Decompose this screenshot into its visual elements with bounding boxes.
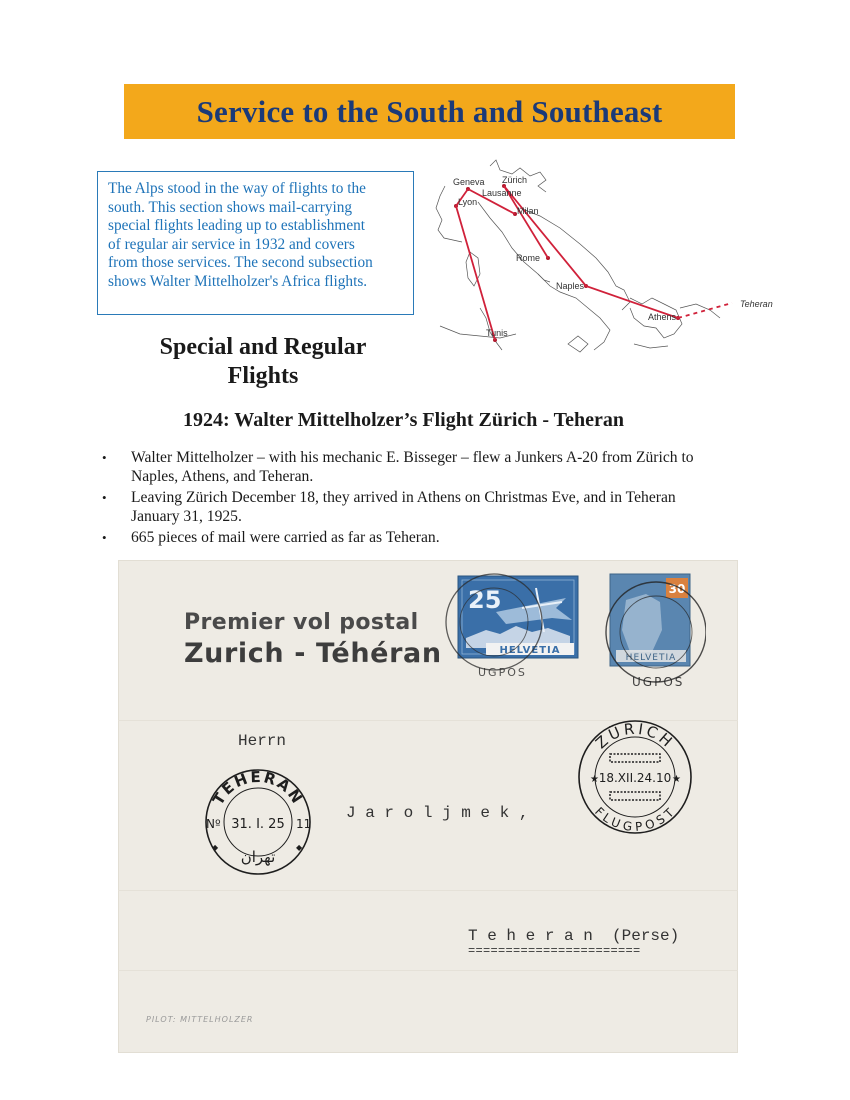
intro-line: south. This section shows mail-carrying (108, 198, 353, 216)
intro-line: special flights leading up to establishment (108, 217, 366, 235)
svg-text:ZÜRICH (592, 720, 678, 753)
bullet-list (100, 448, 750, 549)
map-label-lausanne: Lausanne (482, 188, 522, 198)
postmark-top-text: TEHERAN (208, 767, 307, 809)
cover-crease (118, 890, 738, 891)
flight-routes (456, 186, 732, 340)
postmark-number-label: Nº (206, 817, 221, 831)
pencil-note: PILOT: MITTELHOLZER (146, 1015, 254, 1024)
section-title-line: Special and Regular (159, 334, 367, 360)
route-map (420, 158, 790, 358)
postmark-date: 31. I. 25 (231, 817, 285, 832)
postmark-zurich (570, 712, 700, 842)
map-label-tunis: Tunis (486, 328, 508, 338)
map-label-teheran: Teheran (740, 299, 773, 309)
cover-crease (118, 970, 738, 971)
bullet-icon: • (102, 530, 107, 545)
coastline (436, 160, 720, 352)
cover-heading-route: Zurich - Téhéran (184, 638, 442, 669)
svg-text:FLUGPOST (592, 804, 678, 834)
bullet-text: Walter Mittelholzer – with his mechanic E. Bisseger – flew a Junkers A-20 from Zürich to (131, 449, 694, 466)
postmark-hour: 11 (296, 817, 312, 831)
map-label-geneva: Geneva (453, 177, 485, 187)
page-banner (124, 84, 735, 139)
stamp-country: HELVETIA (499, 645, 561, 656)
map-label-milan: Milan (517, 206, 539, 216)
map-label-lyon: Lyon (458, 197, 478, 207)
bullet-icon: • (102, 450, 107, 465)
address-underline: ======================= (468, 944, 641, 958)
intro-box (97, 171, 414, 315)
svg-text:◆: ◆ (212, 843, 219, 852)
map-label-athens: Athens (648, 312, 677, 322)
bullet-text: Naples, Athens, and Teheran. (131, 468, 314, 485)
stamp-country: HELVETIA (625, 653, 677, 663)
svg-text:★: ★ (590, 774, 599, 785)
subsection-title: 1924: Walter Mittelholzer’s Flight Zürich - Teheran (183, 409, 625, 431)
intro-line: The Alps stood in the way of flights to the (108, 180, 366, 197)
bullet-text: 665 pieces of mail were carried as far as Teheran. (131, 529, 440, 546)
svg-text:UGPOS: UGPOS (632, 675, 685, 689)
bullet-item (100, 448, 750, 486)
bullet-item (100, 488, 750, 526)
postmark-teheran (200, 762, 320, 882)
postmark-bottom-text: تهران (240, 848, 276, 866)
salutation: Herrn (238, 732, 287, 750)
intro-line: of regular air service in 1932 and covers (108, 235, 355, 253)
stamp-tell-30 (576, 570, 706, 690)
bullet-item (100, 528, 750, 547)
map-label-naples: Naples (556, 281, 585, 291)
addressee-city: T e h e r a n (Perse) (468, 927, 680, 945)
postmark-top-text: ZÜRICH (592, 719, 678, 753)
svg-text:★: ★ (672, 774, 681, 785)
page-title: Service to the South and Southeast (196, 93, 663, 129)
bullet-text: January 31, 1925. (131, 508, 242, 525)
stamp-value: 30 (668, 582, 686, 596)
section-title-line: Flights (227, 363, 299, 389)
intro-line: from those services. The second subsection (108, 254, 373, 272)
svg-text:UGPOS: UGPOS (478, 666, 527, 679)
intro-line: shows Walter Mittelholzer's Africa flights. (108, 272, 368, 290)
stamp-value: 25 (468, 586, 502, 614)
addressee-name: J a r o l j m e k , (346, 804, 529, 822)
postmark-date: 18.XII.24.10 (598, 771, 672, 785)
map-label-zurich: Zürich (502, 175, 528, 185)
postmark-bottom-text: FLUGPOST (591, 804, 678, 835)
cover-heading: Premier vol postal (184, 610, 419, 635)
postal-cover (118, 560, 738, 1053)
svg-text:◆: ◆ (296, 843, 303, 852)
bullet-text: Leaving Zürich December 18, they arrived in Athens on Christmas Eve, and in Teheran (131, 489, 676, 506)
bullet-icon: • (102, 490, 107, 505)
stamp-airplane-25 (436, 572, 596, 682)
map-label-rome: Rome (516, 253, 541, 263)
section-title (118, 333, 408, 391)
